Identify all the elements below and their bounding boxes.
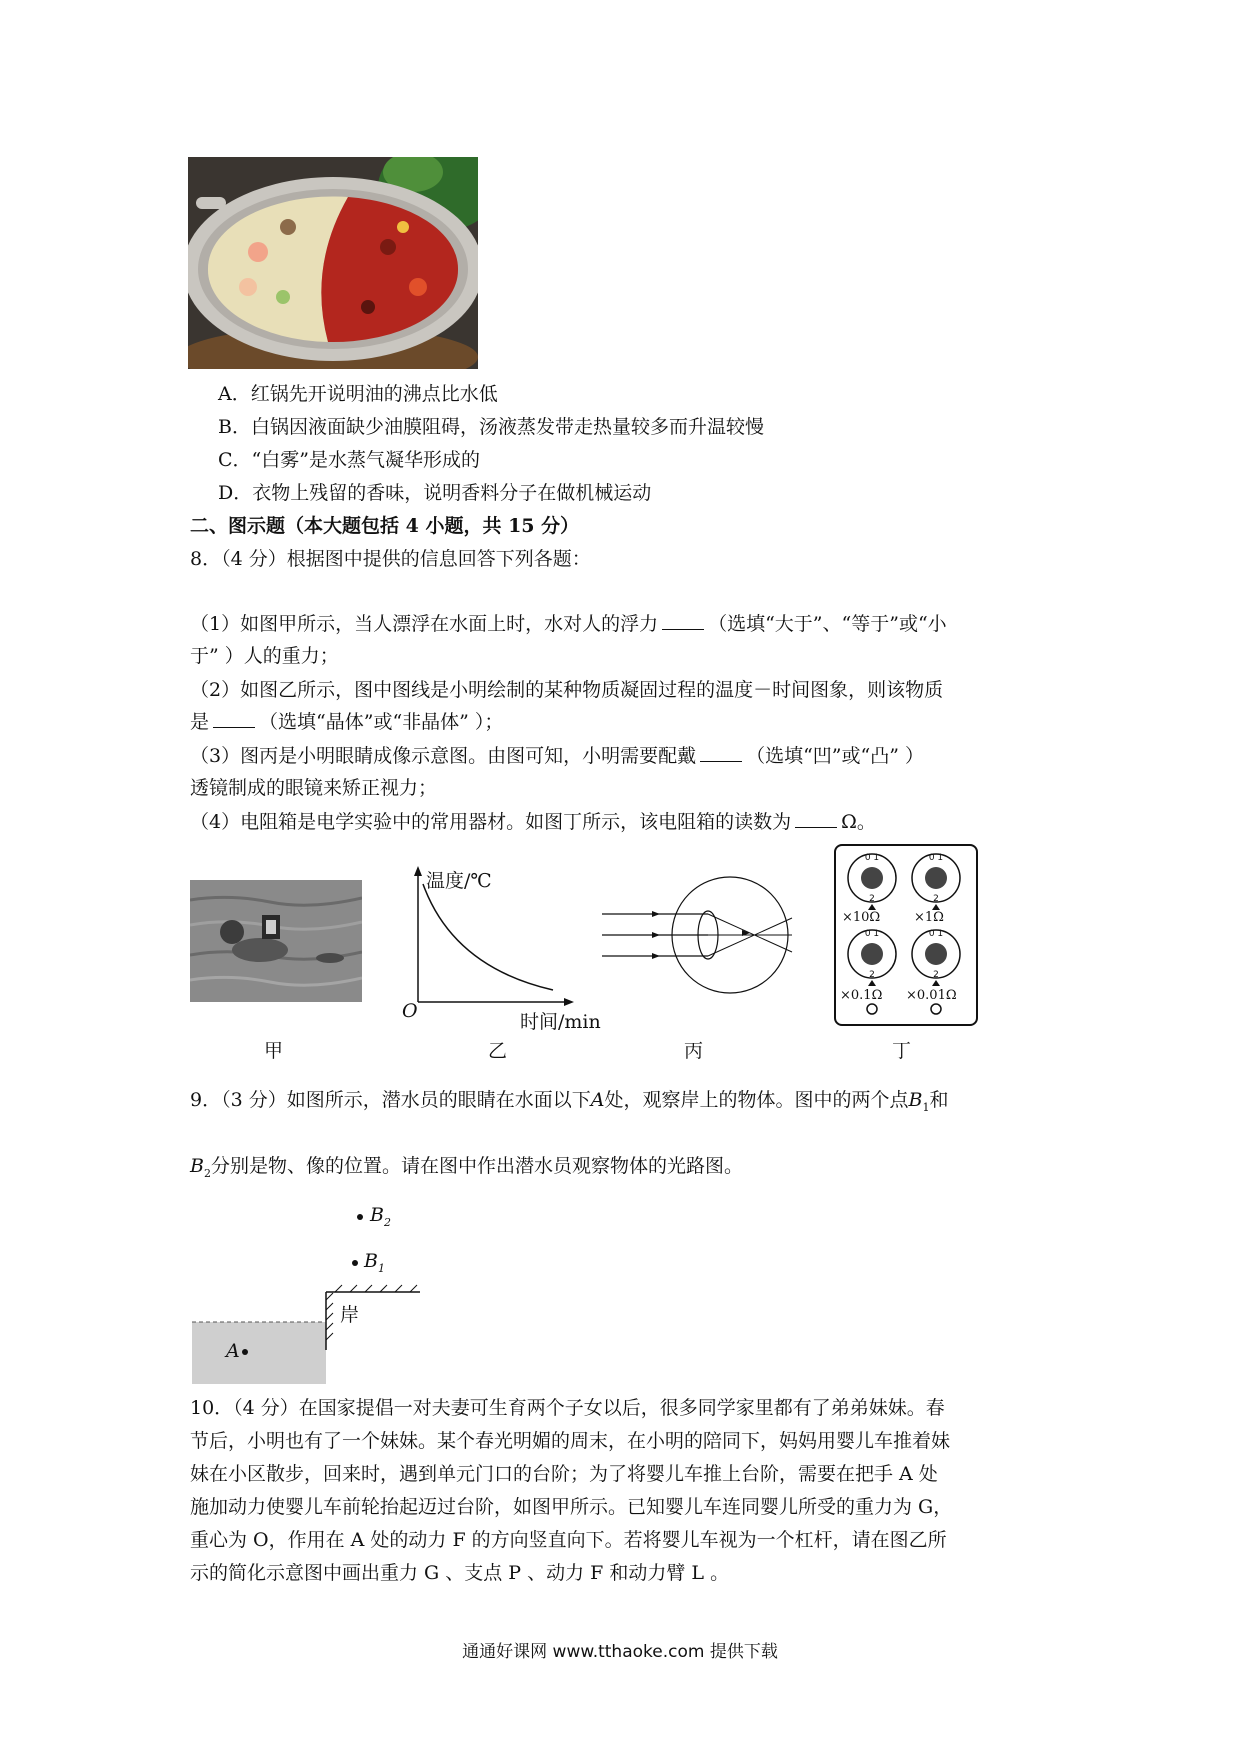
q8-part3-b: （选填“凹”或“凸” ） <box>746 745 924 767</box>
q8-part4-b: Ω。 <box>841 811 876 833</box>
svg-text:0 1: 0 1 <box>864 929 880 939</box>
svg-text:0 1: 0 1 <box>928 929 944 939</box>
option-b: B．白锅因液面缺少油膜阻碍，汤液蒸发带走热量较多而升温较慢 <box>218 416 764 438</box>
q10-line3: 妹在小区散步，回来时，遇到单元门口的台阶；为了将婴儿车推上台阶，需要在把手 A 处 <box>190 1463 938 1485</box>
point-b2-label <box>370 1204 391 1229</box>
dial-label-x10: ×10Ω <box>842 910 881 925</box>
q8-part1-a: （1）如图甲所示，当人漂浮在水面上时，水对人的浮力 <box>190 613 659 635</box>
page-footer: 通通好课网 www.tthaoke.com 提供下载 <box>462 1642 778 1662</box>
svg-text:0 1: 0 1 <box>928 853 944 863</box>
q10-line1: 10．（4 分）在国家提倡一对夫妻可生育两个子女以后，很多同学家里都有了弟弟妹妹。春 <box>190 1397 945 1419</box>
b1-letter: B <box>364 1250 378 1272</box>
option-a: A．红锅先开说明油的沸点比水低 <box>218 383 498 405</box>
eye-diagram <box>600 870 800 1000</box>
q9-text-b: 处，观察岸上的物体。图中的两个点 <box>604 1089 909 1111</box>
q9-line1 <box>190 1087 948 1121</box>
floating-person-photo <box>190 880 362 1002</box>
caption-jia: 甲 <box>264 1040 284 1062</box>
shore-label: 岸 <box>340 1304 360 1326</box>
answer-blank[interactable] <box>662 611 704 630</box>
q9-point-b: B <box>908 1089 923 1111</box>
q9-point-b2: B <box>190 1155 204 1177</box>
q9-sub2: 2 <box>203 1166 211 1180</box>
q8-part1-b: （选填“大于”、“等于”或“小 <box>708 613 947 635</box>
q9-text-a: 9．（3 分）如图所示，潜水员的眼睛在水面以下 <box>190 1089 591 1111</box>
answer-blank[interactable] <box>700 743 742 762</box>
q8-part3-cont: 透镜制成的眼镜来矫正视力； <box>190 777 438 799</box>
q8-part4 <box>190 809 876 835</box>
q10-line4: 施加动力使婴儿车前轮抬起迈过台阶，如图甲所示。已知婴儿车连同婴儿所受的重力为 G， <box>190 1496 953 1518</box>
q8-part2-b: 是 <box>190 711 210 733</box>
q9-text-c: 和 <box>929 1089 949 1111</box>
graph-x-label: 时间/min <box>520 1011 601 1033</box>
b1-sub: 1 <box>377 1261 385 1275</box>
dial-label-x0-01: ×0.01Ω <box>906 988 957 1003</box>
q9-sub1: 1 <box>922 1100 930 1114</box>
section-title: 二、图示题（本大题包括 4 小题，共 15 分） <box>190 515 580 537</box>
q8-part2: （2）如图乙所示，图中图线是小明绘制的某种物质凝固过程的温度－时间图象，则该物质 <box>190 679 944 701</box>
caption-yi: 乙 <box>488 1040 508 1062</box>
b2-letter: B <box>370 1204 384 1226</box>
q8-part3-a: （3）图丙是小明眼睛成像示意图。由图可知，小明需要配戴 <box>190 745 697 767</box>
q8-part2-cont <box>190 709 503 735</box>
q8-part1-cont: 于” ）人的重力； <box>190 645 339 667</box>
svg-text:2: 2 <box>869 970 875 980</box>
option-c: C．“白雾”是水蒸气凝华形成的 <box>218 449 480 471</box>
q9-point-a: A <box>590 1089 605 1111</box>
q8-part2-c: （选填“晶体”或“非晶体” ）； <box>259 711 504 733</box>
resistance-box <box>834 844 978 1026</box>
caption-ding: 丁 <box>892 1040 912 1062</box>
answer-blank[interactable] <box>213 709 255 728</box>
q9-text-d: 分别是物、像的位置。请在图中作出潜水员观察物体的光路图。 <box>210 1155 743 1177</box>
point-a-label: A <box>226 1340 240 1362</box>
q9-line2 <box>190 1153 743 1187</box>
dial-label-x0-1: ×0.1Ω <box>840 988 883 1003</box>
q10-line6: 示的简化示意图中画出重力 G 、支点 P 、动力 F 和动力臂 L 。 <box>190 1562 730 1584</box>
svg-text:2: 2 <box>933 970 939 980</box>
graph-y-label: 温度/℃ <box>426 870 492 892</box>
q10-line2: 节后，小明也有了一个妹妹。某个春光明媚的周末，在小明的陪同下，妈妈用婴儿车推着妹 <box>190 1430 951 1452</box>
q8-part3 <box>190 743 924 769</box>
q8-part1 <box>190 611 947 637</box>
q8-stem: 8．（4 分）根据图中提供的信息回答下列各题： <box>190 548 591 570</box>
answer-blank[interactable] <box>795 809 837 828</box>
caption-bing: 丙 <box>684 1040 704 1062</box>
q10-line5: 重心为 O，作用在 A 处的动力 F 的方向竖直向下。若将婴儿车视为一个杠杆，请在图乙所 <box>190 1529 947 1551</box>
option-d: D．衣物上残留的香味，说明香料分子在做机械运动 <box>218 482 652 504</box>
b2-sub: 2 <box>383 1215 391 1229</box>
q8-part4-a: （4）电阻箱是电学实验中的常用器材。如图丁所示，该电阻箱的读数为 <box>190 811 792 833</box>
svg-text:2: 2 <box>933 894 939 904</box>
svg-text:2: 2 <box>869 894 875 904</box>
graph-origin: O <box>402 1000 418 1022</box>
svg-text:0 1: 0 1 <box>864 853 880 863</box>
point-b1-label <box>364 1250 385 1275</box>
dial-label-x1: ×1Ω <box>914 910 944 925</box>
hotpot-photo <box>188 157 478 369</box>
